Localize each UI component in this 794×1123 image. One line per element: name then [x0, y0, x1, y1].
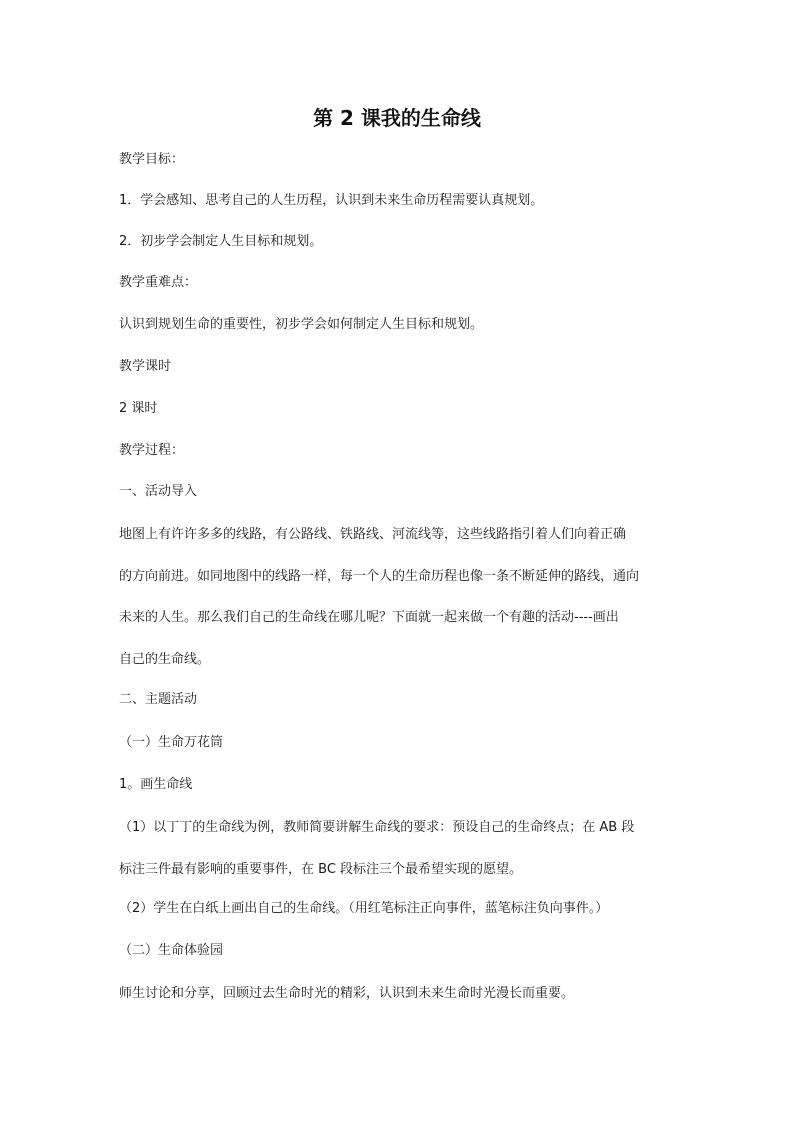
- step-1-1-paragraph: [119, 807, 679, 890]
- process-heading: 教学过程：: [119, 443, 185, 458]
- page-title: 第 2 课我的生命线: [313, 106, 481, 130]
- section-heading-1: 一、活动导入: [119, 484, 198, 499]
- goal-1: 1．学会感知、思考自己的人生历程，认识到未来生命历程需要认真规划。: [119, 193, 544, 208]
- intro-line-1: 地图上有许许多多的线路，有公路线、铁路线、河流线等，这些线路指引着人们向着正确: [119, 527, 627, 542]
- step-1-heading: 1。画生命线: [119, 777, 193, 792]
- subsection-heading-1: （一）生命万花筒: [119, 735, 224, 750]
- discussion-text: 师生讨论和分享，回顾过去生命时光的精彩，认识到未来生命时光漫长而重要。: [119, 986, 575, 1001]
- goals-heading: 教学目标：: [119, 152, 185, 167]
- step-1-1-line-2: 标注三件最有影响的重要事件，在 BC 段标注三个最希望实现的愿望。: [119, 861, 523, 877]
- hours-value: 2 课时: [119, 401, 158, 416]
- intro-line-3: 未来的人生。那么我们自己的生命线在哪儿呢？下面就一起来做一个有趣的活动----画出: [119, 610, 619, 625]
- subsection-heading-2: （二）生命体验园: [119, 943, 224, 958]
- step-1-2: （2）学生在白纸上画出自己的生命线。（用红笔标注正向事件，蓝笔标注负向事件。）: [119, 901, 609, 916]
- goal-2: 2．初步学会制定人生目标和规划。: [119, 234, 323, 249]
- step-1-1-line-1: （1）以丁丁的生命线为例，教师简要讲解生命线的要求：预设自己的生命终点；在 AB 段: [119, 820, 635, 835]
- section-heading-2: 二、主题活动: [119, 692, 198, 707]
- hours-heading: 教学课时: [119, 359, 172, 374]
- intro-line-2: 的方向前进。如同地图中的线路一样，每一个人的生命历程也像一条不断延伸的路线，通向: [119, 568, 640, 584]
- intro-line-4: 自己的生命线。: [119, 651, 211, 667]
- key-heading: 教学重难点：: [119, 275, 198, 290]
- intro-paragraph: [119, 514, 679, 680]
- key-text: 认识到规划生命的重要性，初步学会如何制定人生目标和规划。: [119, 317, 484, 332]
